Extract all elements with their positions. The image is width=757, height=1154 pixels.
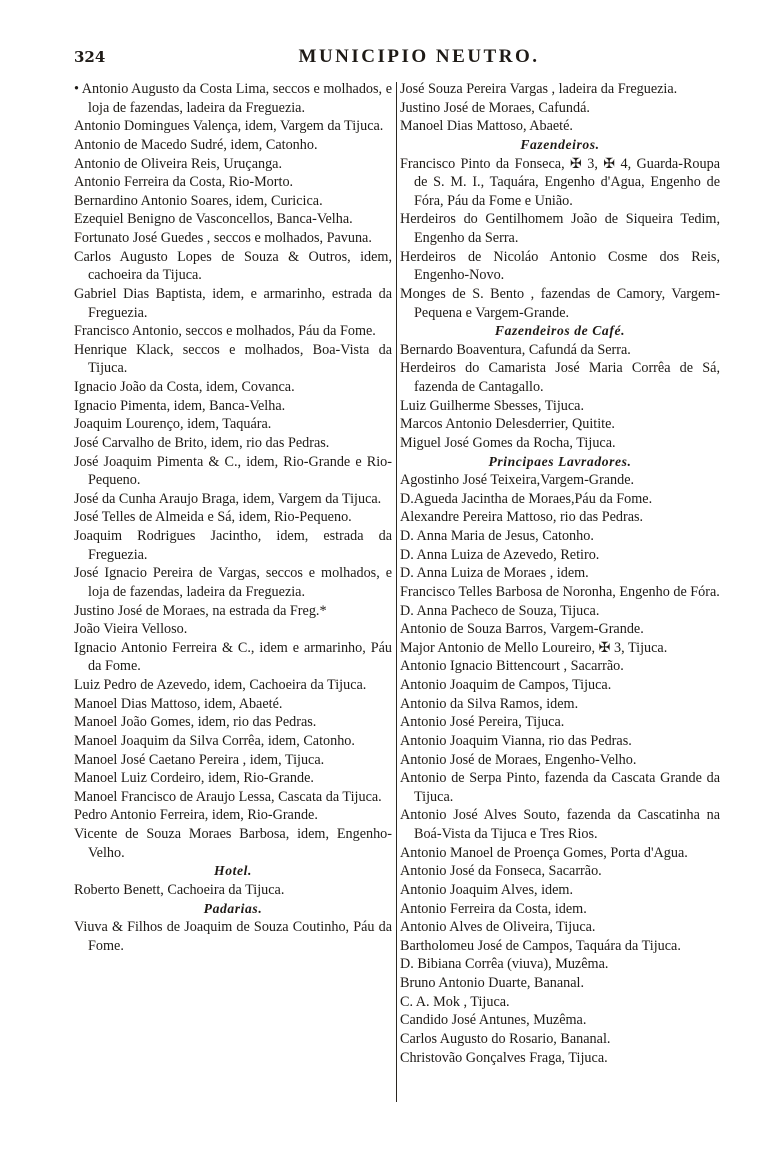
directory-entry: Carlos Augusto Lopes de Souza & Outros, idem, cachoeira da Tijuca.: [74, 248, 392, 284]
section-heading: Padarias.: [203, 900, 263, 916]
directory-entry: Ignacio João da Costa, idem, Covanca.: [74, 379, 295, 395]
directory-entry: Herdeiros de Nicoláo Antonio Cosme dos Reis, Engenho-Novo.: [400, 248, 720, 284]
directory-entry: Fortunato José Guedes , seccos e molhados, Pavuna.: [74, 230, 372, 246]
directory-entry: Christovão Gonçalves Fraga, Tijuca.: [400, 1049, 608, 1066]
directory-entry: Antonio Joaquim Alves, idem.: [400, 881, 573, 898]
directory-entry: José Ignacio Pereira de Vargas, seccos e molhados, e loja de fazendas, ladeira da Freguezia.: [74, 565, 392, 600]
directory-entry: Ignacio Pimenta, idem, Banca-Velha.: [74, 397, 286, 414]
directory-entry: Bruno Antonio Duarte, Bananal.: [400, 975, 585, 991]
directory-entry: Miguel José Gomes da Rocha, Tijuca.: [400, 434, 616, 451]
directory-entry: Manoel Dias Mattoso, idem, Abaeté.: [74, 695, 283, 712]
directory-entry: Roberto Benett, Cachoeira da Tijuca.: [74, 881, 285, 898]
right-column: [400, 80, 720, 1067]
section-heading: Fazendeiros de Café.: [494, 323, 626, 339]
directory-entry: D. Anna Maria de Jesus, Catonho.: [400, 528, 594, 544]
directory-entry: Antonio da Silva Ramos, idem.: [400, 695, 579, 712]
directory-entry: Monges de S. Bento , fazendas de Camory, Vargem-Pequena e Vargem-Grande.: [400, 285, 720, 321]
section-heading: Principaes Lavradores.: [488, 453, 632, 469]
section-heading: Hotel.: [214, 863, 252, 879]
directory-entry: Francisco Antonio, seccos e molhados, Páu da Fome.: [74, 323, 376, 340]
directory-entry: Major Antonio de Mello Loureiro, ✠ 3, Tijuca.: [400, 639, 668, 656]
directory-entry: Alexandre Pereira Mattoso, rio das Pedras.: [400, 509, 644, 526]
directory-entry: Herdeiros do Gentilhomem João de Siqueira Tedim, Engenho da Serra.: [400, 211, 720, 246]
directory-entry: Pedro Antonio Ferreira, idem, Rio-Grande.: [74, 807, 318, 824]
directory-entry: José Telles de Almeida e Sá, idem, Rio-Pequeno.: [74, 509, 352, 526]
directory-entry: Antonio Alves de Oliveira, Tijuca.: [400, 919, 596, 936]
directory-entry: Antonio José da Fonseca, Sacarrão.: [400, 863, 602, 880]
directory-entry: Manoel Francisco de Araujo Lessa, Cascata da Tijuca.: [74, 788, 382, 805]
directory-entry: Justino José de Moraes, na estrada da Freg.*: [74, 602, 327, 619]
directory-entry: Candido José Antunes, Muzêma.: [400, 1012, 587, 1029]
directory-entry: C. A. Mok , Tijuca.: [400, 993, 510, 1010]
directory-entry: Viuva & Filhos de Joaquim de Souza Coutinho, Páu da Fome.: [74, 919, 392, 954]
directory-entry: Antonio Manoel de Proença Gomes, Porta d'Agua.: [400, 844, 688, 861]
directory-entry: Manoel Joaquim da Silva Corrêa, idem, Catonho.: [74, 732, 355, 749]
directory-entry: Herdeiros do Camarista José Maria Corrêa de Sá, fazenda de Cantagallo.: [400, 360, 720, 395]
directory-entry: Antonio de Souza Barros, Vargem-Grande.: [400, 621, 644, 638]
directory-entry: Gabriel Dias Baptista, idem, e armarinho, estrada da Freguezia.: [74, 285, 392, 321]
directory-entry: João Vieira Velloso.: [74, 621, 188, 638]
directory-entry: Antonio Ferreira da Costa, Rio-Morto.: [74, 174, 294, 191]
directory-entry: Bartholomeu José de Campos, Taquára da Tijuca.: [400, 937, 681, 954]
directory-entry: Manoel Dias Mattoso, Abaeté.: [400, 118, 573, 135]
directory-entry: Antonio de Oliveira Reis, Uruçanga.: [74, 155, 283, 172]
directory-entry: Agostinho José Teixeira,Vargem-Grande.: [400, 472, 635, 489]
directory-entry: • Antonio Augusto da Costa Lima, seccos e molhados, e loja de fazendas, ladeira da Freguezia.: [74, 81, 392, 116]
directory-entry: Antonio de Macedo Sudré, idem, Catonho.: [74, 136, 318, 153]
directory-entry: Bernardino Antonio Soares, idem, Curicica.: [74, 192, 323, 209]
directory-entry: D. Anna Pacheco de Souza, Tijuca.: [400, 602, 600, 619]
directory-entry: Antonio Joaquim de Campos, Tijuca.: [400, 677, 612, 693]
directory-entry: Antonio Domingues Valença, idem, Vargem da Tijuca.: [74, 118, 384, 135]
directory-entry: Joaquim Rodrigues Jacintho, idem, estrada da Freguezia.: [74, 528, 392, 563]
directory-entry: Francisco Telles Barbosa de Noronha, Engenho de Fóra.: [400, 583, 720, 600]
directory-entry: Henrique Klack, seccos e molhados, Boa-Vista da Tijuca.: [74, 341, 392, 377]
directory-entry: Antonio José Alves Souto, fazenda da Cascatinha na Boá-Vista da Tijuca e Tres Rios.: [400, 807, 720, 842]
directory-entry: José Carvalho de Brito, idem, rio das Pedras.: [74, 434, 330, 451]
directory-entry: Ezequiel Benigno de Vasconcellos, Banca-Velha.: [74, 211, 353, 228]
page-header: [74, 46, 674, 72]
directory-entry: Luiz Pedro de Azevedo, idem, Cachoeira da Tijuca.: [74, 677, 367, 693]
section-heading: Fazendeiros.: [520, 136, 600, 152]
directory-entry: Bernardo Boaventura, Cafundá da Serra.: [400, 341, 631, 358]
directory-entry: Vicente de Souza Moraes Barbosa, idem, Engenho-Velho.: [74, 826, 392, 861]
directory-entry: Joaquim Lourenço, idem, Taquára.: [74, 416, 272, 433]
directory-entry: Carlos Augusto do Rosario, Bananal.: [400, 1030, 611, 1047]
directory-entry: José Joaquim Pimenta & C., idem, Rio-Grande e Rio-Pequeno.: [74, 453, 392, 489]
directory-entry: Marcos Antonio Delesderrier, Quitite.: [400, 416, 615, 433]
page-title: MUNICIPIO NEUTRO.: [298, 46, 540, 67]
directory-entry: Antonio Ferreira da Costa, idem.: [400, 900, 587, 917]
page-number: 324: [74, 48, 106, 66]
directory-entry: Francisco Pinto da Fonseca, ✠ 3, ✠ 4, Guarda-Roupa de S. M. I., Taquára, Engenho d'Agua, Engenho de Fóra, Páu da Fome e União.: [400, 155, 720, 209]
directory-entry: José Souza Pereira Vargas , ladeira da Freguezia.: [400, 81, 678, 97]
column-divider: [396, 82, 397, 1102]
directory-entry: Luiz Guilherme Sbesses, Tijuca.: [400, 397, 585, 414]
directory-entry: Antonio de Serpa Pinto, fazenda da Cascata Grande da Tijuca.: [400, 770, 720, 805]
directory-entry: José da Cunha Araujo Braga, idem, Vargem da Tijuca.: [74, 490, 382, 507]
directory-entry: Ignacio Antonio Ferreira & C., idem e armarinho, Páu da Fome.: [74, 639, 392, 675]
directory-entry: D. Anna Luiza de Azevedo, Retiro.: [400, 546, 600, 563]
left-column: [74, 80, 392, 955]
directory-entry: Antonio José de Moraes, Engenho-Velho.: [400, 751, 637, 768]
directory-entry: Antonio Ignacio Bittencourt , Sacarrão.: [400, 658, 624, 675]
directory-entry: Antonio José Pereira, Tijuca.: [400, 714, 565, 731]
directory-entry: Justino José de Moraes, Cafundá.: [400, 99, 590, 116]
directory-entry: Manoel Luiz Cordeiro, idem, Rio-Grande.: [74, 770, 314, 787]
directory-entry: Manoel José Caetano Pereira , idem, Tijuca.: [74, 751, 325, 768]
directory-entry: D. Anna Luiza de Moraes , idem.: [400, 565, 589, 582]
directory-entry: D. Bibiana Corrêa (viuva), Muzêma.: [400, 956, 609, 973]
directory-entry: Antonio Joaquim Vianna, rio das Pedras.: [400, 732, 632, 749]
directory-entry: Manoel João Gomes, idem, rio das Pedras.: [74, 714, 317, 731]
directory-entry: D.Agueda Jacintha de Moraes,Páu da Fome.: [400, 490, 653, 507]
